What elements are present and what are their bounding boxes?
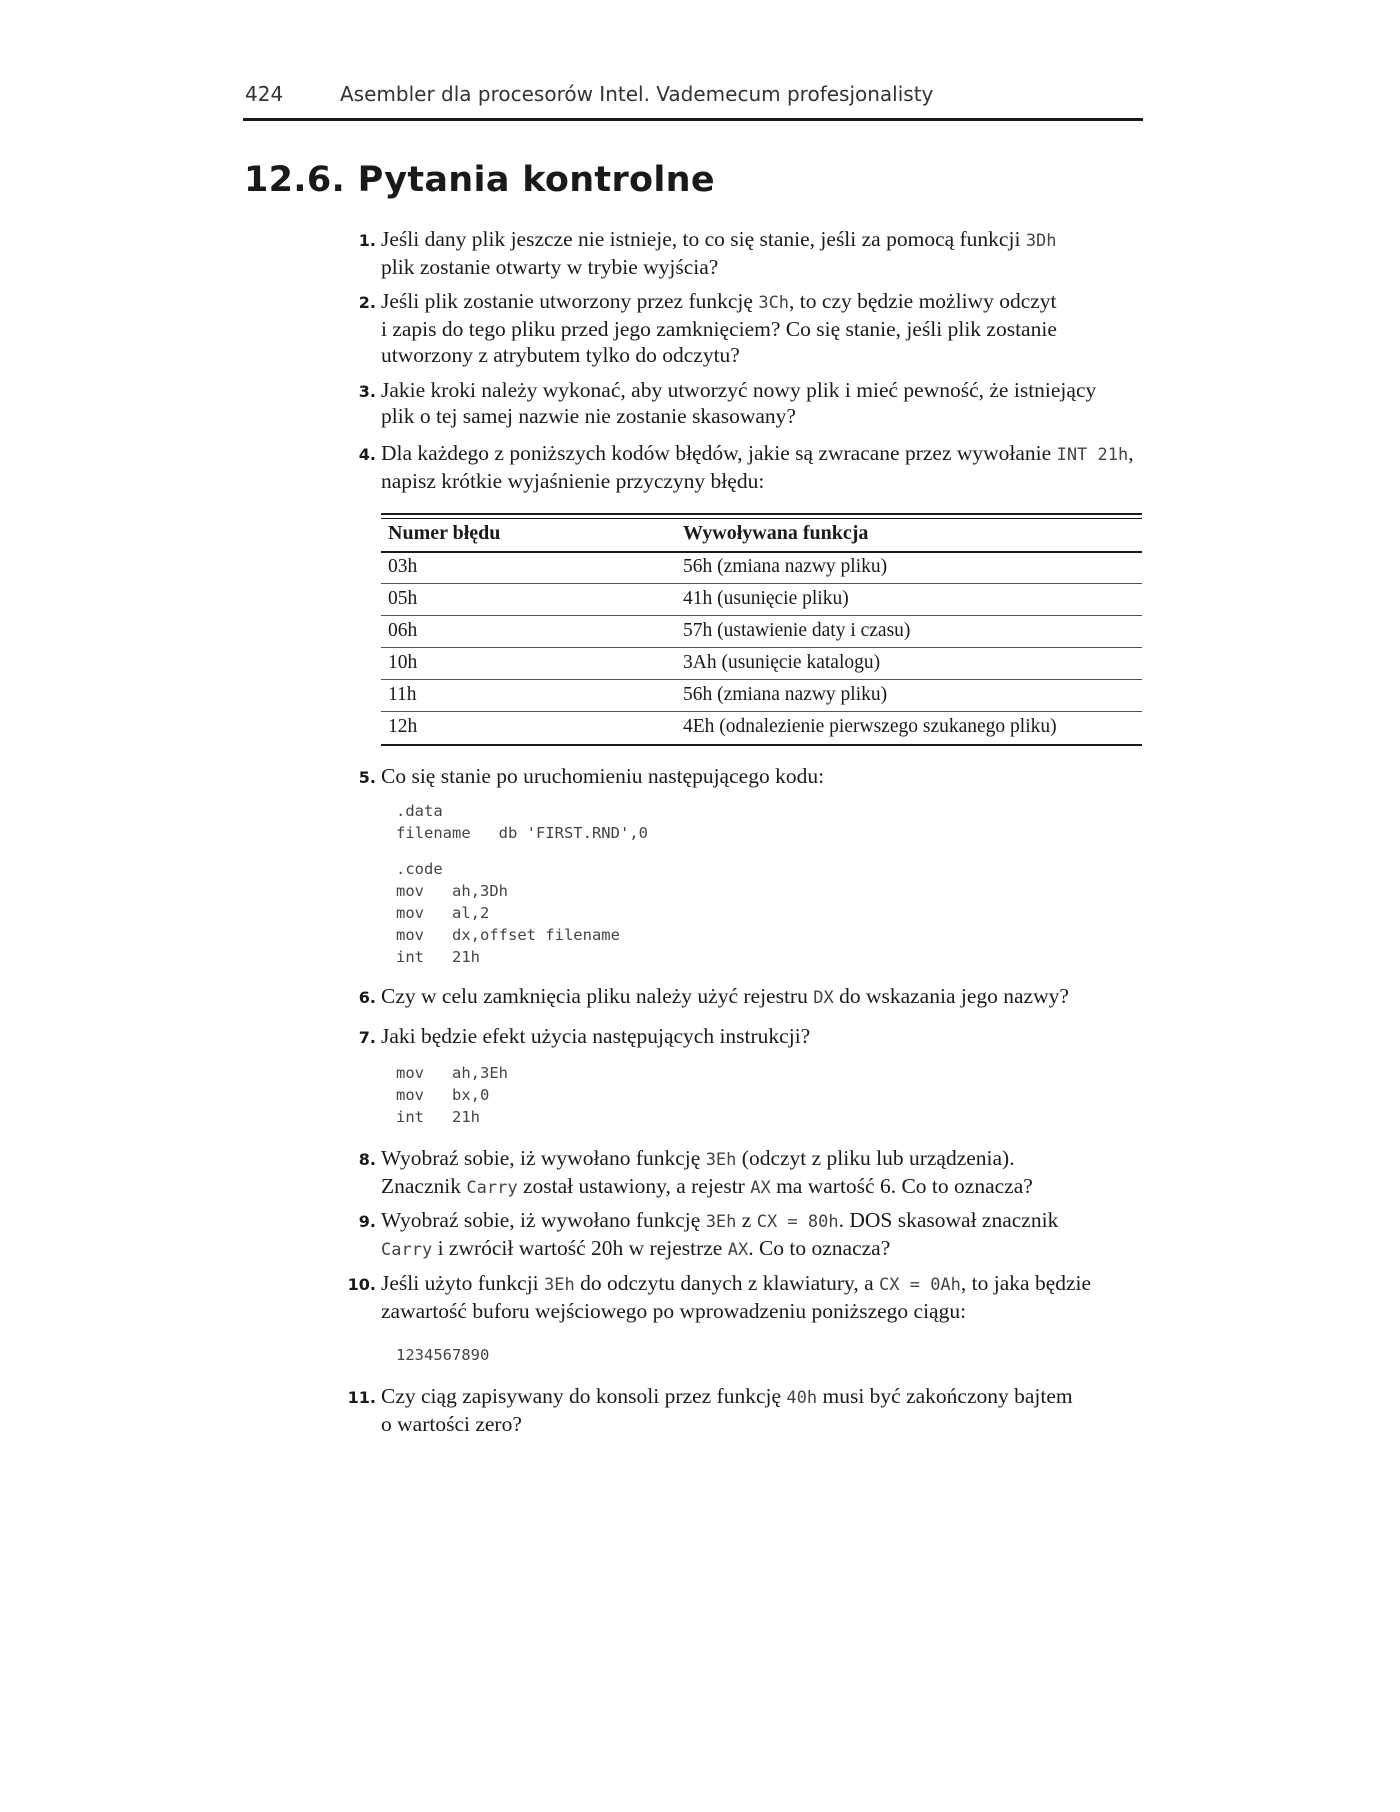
table-rule xyxy=(381,513,1142,515)
text-span: . DOS skasował znacznik xyxy=(838,1208,1059,1232)
text-line: plik zostanie otwarty w trybie wyjścia? xyxy=(381,255,719,279)
running-header xyxy=(243,82,1143,121)
text-span: musi być zakończony bajtem xyxy=(817,1384,1073,1408)
text-line: Jakie kroki należy wykonać, aby utworzyć nowy plik i mieć pewność, że istniejący xyxy=(381,378,1097,402)
question-text xyxy=(381,440,1141,494)
inline-code: AX xyxy=(750,1178,771,1198)
question-number: 3. xyxy=(358,382,376,401)
function-cell: 56h (zmiana nazwy pliku) xyxy=(683,684,888,705)
inline-code: 40h xyxy=(786,1388,818,1408)
text-line: Jaki będzie efekt użycia następujących instrukcji? xyxy=(381,1024,811,1048)
page-number: 424 xyxy=(245,82,284,106)
book-title: Asembler dla procesorów Intel. Vademecum profesjonalisty xyxy=(340,82,934,106)
inline-code: 3Eh xyxy=(705,1150,737,1170)
function-cell: 4Eh (odnalezienie pierwszego szukanego pliku) xyxy=(683,716,1057,737)
question-text xyxy=(381,1270,1141,1324)
table-row xyxy=(381,648,1142,680)
text-line: plik o tej samej nazwie nie zostanie skasowany? xyxy=(381,404,796,428)
error-code-cell: 12h xyxy=(388,716,418,737)
text-span: Dla każdego z poniższych kodów błędów, jakie są zwracane przez wywołanie xyxy=(381,441,1057,465)
function-cell: 57h (ustawienie daty i czasu) xyxy=(683,620,911,641)
error-code-cell: 05h xyxy=(388,588,418,609)
text-line: i zapis do tego pliku przed jego zamknięciem? Co się stanie, jeśli plik zostanie xyxy=(381,317,1057,341)
table-row xyxy=(381,680,1142,712)
text-line: o wartości zero? xyxy=(381,1412,522,1436)
question-number: 11. xyxy=(347,1388,376,1407)
code-block-data: .data filename db 'FIRST.RND',0 xyxy=(396,802,648,842)
text-span: Wyobraź sobie, iż wywołano funkcję xyxy=(381,1208,706,1232)
code-block: 1234567890 xyxy=(396,1346,490,1364)
table-rule xyxy=(381,744,1142,746)
code-block: mov ah,3Eh mov bx,0 int 21h xyxy=(396,1064,508,1126)
table-row xyxy=(381,552,1142,584)
inline-code: 3Ch xyxy=(758,293,790,313)
question-text xyxy=(381,288,1141,368)
text-span: , to jaka będzie xyxy=(960,1271,1092,1295)
inline-code: 3Eh xyxy=(544,1275,575,1295)
error-code-cell: 03h xyxy=(388,556,418,577)
inline-code: INT 21h xyxy=(1056,445,1129,465)
text-line: napisz krótkie wyjaśnienie przyczyny błędu: xyxy=(381,469,765,493)
inline-code: AX xyxy=(727,1240,749,1260)
question-number: 6. xyxy=(358,988,376,1007)
error-code-cell: 11h xyxy=(388,684,417,705)
inline-code: 3Eh xyxy=(705,1212,737,1232)
question-text xyxy=(381,226,1141,280)
text-span: , to czy będzie możliwy odczyt xyxy=(789,289,1057,313)
inline-code: CX = 80h xyxy=(756,1212,839,1232)
question-number: 10. xyxy=(347,1275,376,1294)
question-number: 5. xyxy=(358,768,376,787)
inline-code: Carry xyxy=(381,1240,433,1260)
text-span: do wskazania jego nazwy? xyxy=(833,984,1069,1008)
question-text xyxy=(381,377,1141,429)
text-line: zawartość buforu wejściowego po wprowadzeniu poniższego ciągu: xyxy=(381,1299,967,1323)
table-rule xyxy=(381,518,1142,519)
question-number: 8. xyxy=(358,1150,376,1169)
question-number: 9. xyxy=(358,1212,376,1231)
text-span: Znacznik xyxy=(381,1174,467,1198)
question-text xyxy=(381,1023,1141,1049)
text-span: został ustawiony, a rejestr xyxy=(517,1174,751,1198)
text-span: Wyobraź sobie, iż wywołano funkcję xyxy=(381,1146,706,1170)
text-span: , xyxy=(1128,441,1134,465)
text-span: Jeśli dany plik jeszcze nie istnieje, to co się stanie, jeśli za pomocą funkcji xyxy=(381,227,1026,251)
question-number: 7. xyxy=(358,1028,376,1047)
text-span: Czy ciąg zapisywany do konsoli przez funkcję xyxy=(381,1384,787,1408)
question-text xyxy=(381,763,1141,789)
table-header-error-number: Numer błędu xyxy=(388,522,501,544)
text-span: (odczyt z pliku lub urządzenia). xyxy=(736,1146,1015,1170)
question-text xyxy=(381,1145,1141,1201)
text-span: z xyxy=(736,1208,757,1232)
section-title: 12.6. Pytania kontrolne xyxy=(244,160,715,200)
table-row xyxy=(381,584,1142,616)
function-cell: 41h (usunięcie pliku) xyxy=(683,588,849,609)
code-block-code: .code mov ah,3Dh mov al,2 mov dx,offset filename int 21h xyxy=(396,860,620,966)
text-span: ma wartość 6. Co to oznacza? xyxy=(770,1174,1033,1198)
text-span: Jeśli użyto funkcji xyxy=(381,1271,545,1295)
inline-code: Carry xyxy=(466,1178,518,1198)
question-number: 4. xyxy=(358,445,376,464)
question-text xyxy=(381,1383,1141,1437)
text-span: do odczytu danych z klawiatury, a xyxy=(574,1271,880,1295)
question-text xyxy=(381,983,1141,1011)
inline-code: 3Dh xyxy=(1025,231,1057,251)
text-line: utworzony z atrybutem tylko do odczytu? xyxy=(381,343,740,367)
question-text xyxy=(381,1207,1141,1263)
inline-code: DX xyxy=(813,988,834,1008)
text-span: . Co to oznacza? xyxy=(748,1236,891,1260)
function-cell: 3Ah (usunięcie katalogu) xyxy=(683,652,881,673)
question-number: 1. xyxy=(358,231,376,250)
text-line: Co się stanie po uruchomieniu następującego kodu: xyxy=(381,764,825,788)
text-span: Czy w celu zamknięcia pliku należy użyć rejestru xyxy=(381,984,814,1008)
text-span: Jeśli plik zostanie utworzony przez funkcję xyxy=(381,289,759,313)
error-code-cell: 06h xyxy=(388,620,418,641)
table-row xyxy=(381,712,1142,744)
text-span: i zwrócił wartość 20h w rejestrze xyxy=(432,1236,728,1260)
error-code-cell: 10h xyxy=(388,652,418,673)
table-row xyxy=(381,616,1142,648)
table-header-function: Wywoływana funkcja xyxy=(683,522,869,544)
question-number: 2. xyxy=(358,293,376,312)
inline-code: CX = 0Ah xyxy=(879,1275,961,1295)
function-cell: 56h (zmiana nazwy pliku) xyxy=(683,556,888,577)
